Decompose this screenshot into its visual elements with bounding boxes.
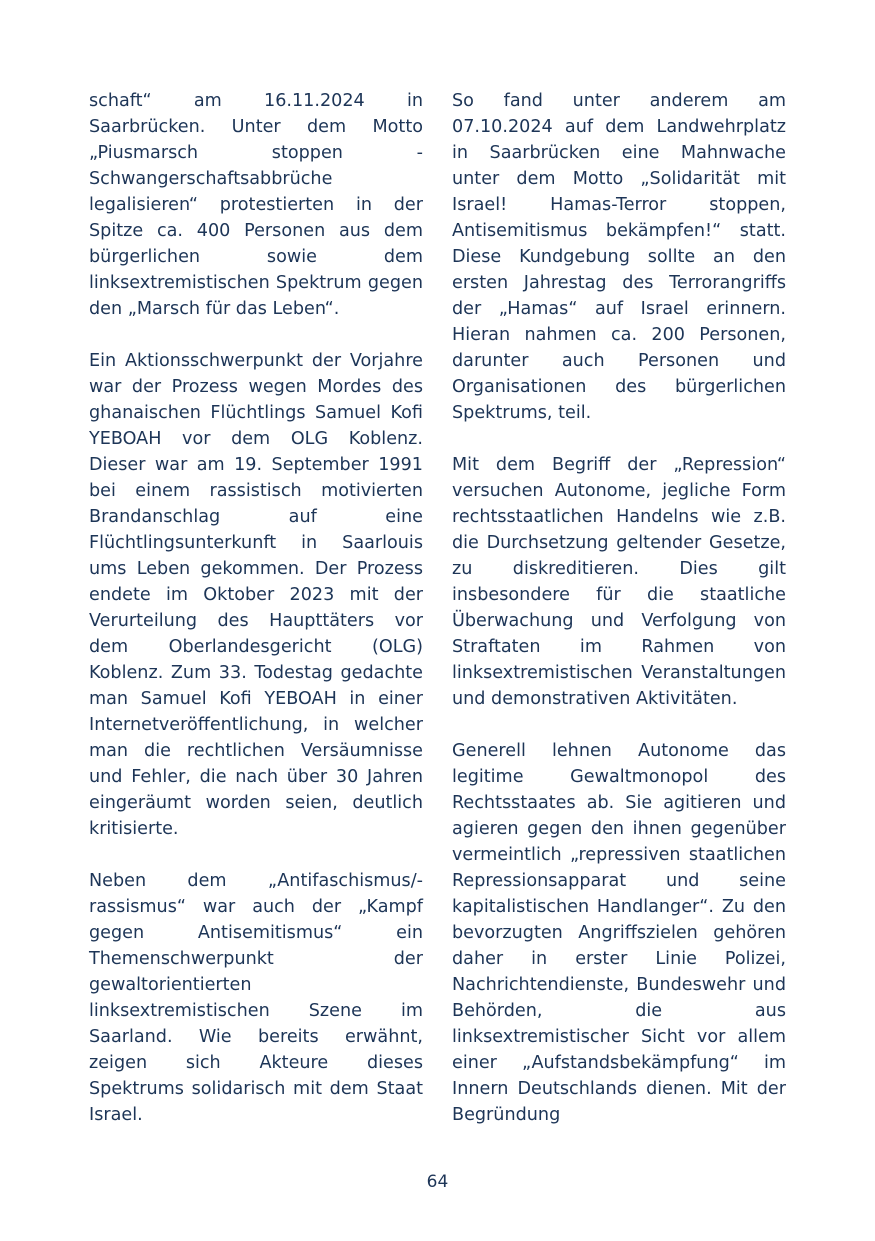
page-number: 64	[426, 1172, 449, 1192]
paragraph: So fand unter anderem am 07.10.2024 auf dem Landwehrplatz in Saarbrücken eine Mahnwache unter dem Motto „Solidarität mit Israel! Hamas-Terror stoppen, Antisemitismus bekämpfen!“ statt. Diese Kundgebung sollte an den ersten Jahrestag des Terrorangriffs der „Hamas“ auf Israel erinnern. Hieran nahmen ca. 200 Personen, darunter auch Personen und Organisationen des bürgerlichen Spektrums, teil.	[452, 91, 786, 423]
paragraph: Ein Aktionsschwerpunkt der Vorjahre war der Prozess wegen Mordes des ghanaischen Flüchtlings Samuel Kofi YEBOAH vor dem OLG Koblenz. Dieser war am 19. September 1991 bei einem rassistisch motivierten Brandanschlag auf eine Flüchtlingsunterkunft in Saarlouis ums Leben gekommen. Der Prozess endete im Oktober 2023 mit der Verurteilung des Haupttäters vor dem Oberlandesgericht (OLG) Koblenz. Zum 33. Todestag gedachte man Samuel Kofi YEBOAH in einer Internetveröffentlichung, in welcher man die rechtlichen Versäumnisse und Fehler, die nach über 30 Jahren eingeräumt worden seien, deutlich kritisierte.	[89, 351, 423, 839]
paragraph: schaft“ am 16.11.2024 in Saarbrücken. Unter dem Motto „Piusmarsch stoppen - Schwangerschaftsabbrüche legalisieren“ protestierten in der Spitze ca. 400 Personen aus dem bürgerlichen sowie dem linksextremistischen Spektrum gegen den „Marsch für das Leben“.	[89, 91, 423, 319]
paragraph: Neben dem „Antifaschismus/-rassismus“ war auch der „Kampf gegen Antisemitismus“ ein Themenschwerpunkt der gewaltorientierten linksextremistischen Szene im Saarland. Wie bereits erwähnt, zeigen sich Akteure dieses Spektrums solidarisch mit dem Staat Israel.	[89, 871, 423, 1125]
paragraph: Mit dem Begriff der „Repression“ versuchen Autonome, jegliche Form rechtsstaatlichen Handelns wie z.B. die Durchsetzung geltender Gesetze, zu diskreditieren. Dies gilt insbesondere für die staatliche Überwachung und Verfolgung von Straftaten im Rahmen von linksextremistischen Veranstaltungen und demonstrativen Aktivitäten.	[452, 455, 786, 709]
paragraph: Generell lehnen Autonome das legitime Gewaltmonopol des Rechtsstaates ab. Sie agitieren und agieren gegen den ihnen gegenüber vermeintlich „repressiven staatlichen Repressionsapparat und seine kapitalistischen Handlanger“. Zu den bevorzugten Angriffszielen gehören daher in erster Linie Polizei, Nachrichtendienste, Bundeswehr und Behörden, die aus linksextremistischer Sicht vor allem einer „Aufstandsbekämpfung“ im Innern Deutschlands dienen. Mit der Begründung	[452, 741, 786, 1125]
left-text-column	[89, 88, 423, 1128]
right-text-column	[452, 88, 786, 1128]
